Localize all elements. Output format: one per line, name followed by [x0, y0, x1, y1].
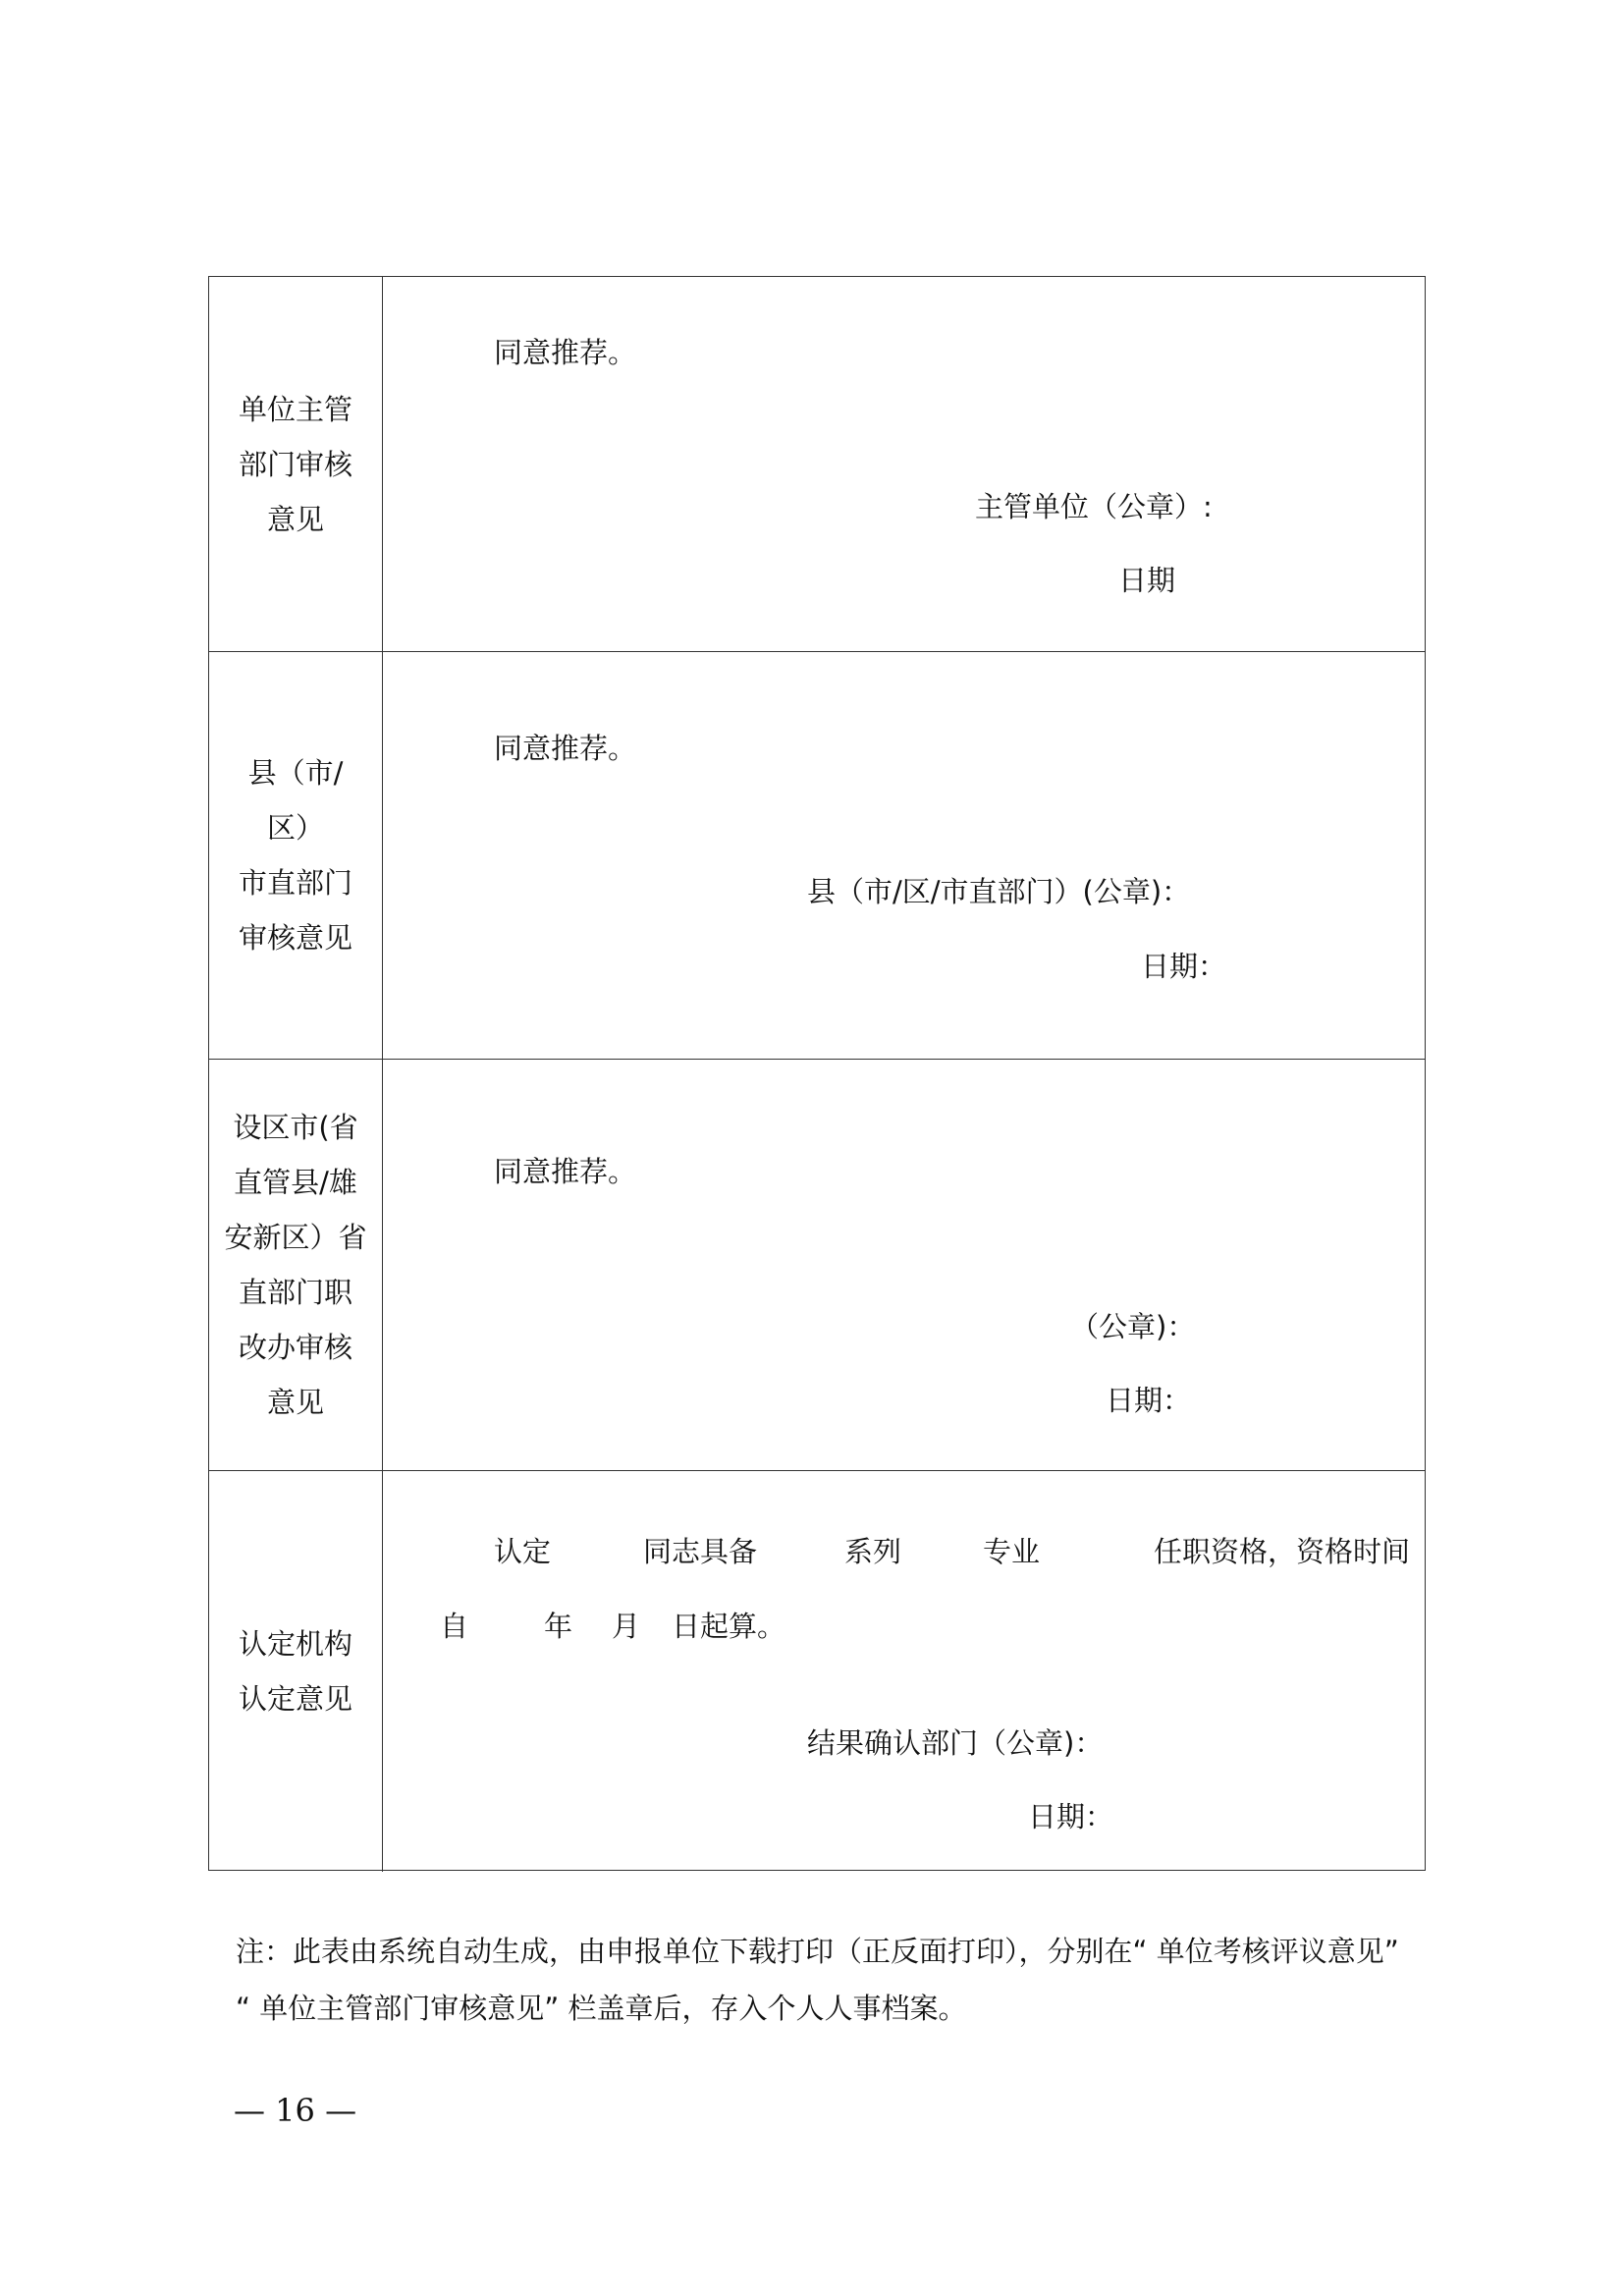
seal-label: 县（市/区/市直部门）(公章)： — [807, 875, 1191, 908]
page-number: — 16 — — [234, 2092, 357, 2129]
series-word: 系列 — [844, 1535, 902, 1568]
date-label: 日期： — [1141, 950, 1227, 983]
qualification-time-word: 任职资格，资格时间 — [1154, 1535, 1411, 1568]
row-label: 县（市/区） 市直部门 审核意见 — [238, 756, 352, 955]
opinion-text: 同意推荐。 — [494, 1155, 637, 1188]
date-label: 日期： — [1028, 1800, 1114, 1833]
certify-word: 认定 — [494, 1535, 552, 1568]
specialty-word: 专业 — [983, 1535, 1041, 1568]
row-label-cell — [209, 1060, 383, 1470]
row-label-cell — [209, 652, 383, 1059]
seal-label: 结果确认部门（公章)： — [807, 1726, 1104, 1760]
table-row-county-department — [209, 652, 1425, 1060]
from-word: 自 — [440, 1610, 469, 1643]
table-row-unit-supervisor — [209, 277, 1425, 652]
footnote-line-1: 注：此表由系统自动生成，由申报单位下载打印（正反面打印），分别在“ 单位考核评议意见” — [236, 1935, 1399, 1968]
table-row-city-department — [209, 1060, 1425, 1471]
opinion-text: 同意推荐。 — [494, 732, 637, 765]
row-label: 单位主管 部门审核 意见 — [238, 392, 352, 536]
row-label: 设区市(省 直管县/雄 安新区）省 直部门职 改办审核 意见 — [224, 1111, 367, 1419]
row-content-cell — [383, 1471, 1425, 1872]
row-label-cell — [209, 277, 383, 651]
day-start-word: 日起算。 — [672, 1610, 786, 1643]
row-content-cell — [383, 277, 1425, 651]
table-row-certification-agency — [209, 1471, 1425, 1872]
row-label-cell — [209, 1471, 383, 1872]
date-label: 日期 — [1118, 564, 1176, 597]
date-label: 日期： — [1106, 1384, 1192, 1417]
comrade-qualified-word: 同志具备 — [643, 1535, 758, 1568]
year-word: 年 — [544, 1610, 573, 1643]
seal-label: （公章)： — [1070, 1310, 1196, 1343]
approval-form-table — [208, 276, 1426, 1871]
opinion-text: 同意推荐。 — [494, 336, 637, 369]
month-word: 月 — [612, 1610, 641, 1643]
row-content-cell — [383, 652, 1425, 1059]
row-content-cell — [383, 1060, 1425, 1470]
row-label: 认定机构 认定意见 — [238, 1627, 352, 1716]
footnote-line-2: “ 单位主管部门审核意见” 栏盖章后，存入个人人事档案。 — [236, 1992, 967, 2025]
seal-label: 主管单位（公章）: — [975, 490, 1213, 523]
